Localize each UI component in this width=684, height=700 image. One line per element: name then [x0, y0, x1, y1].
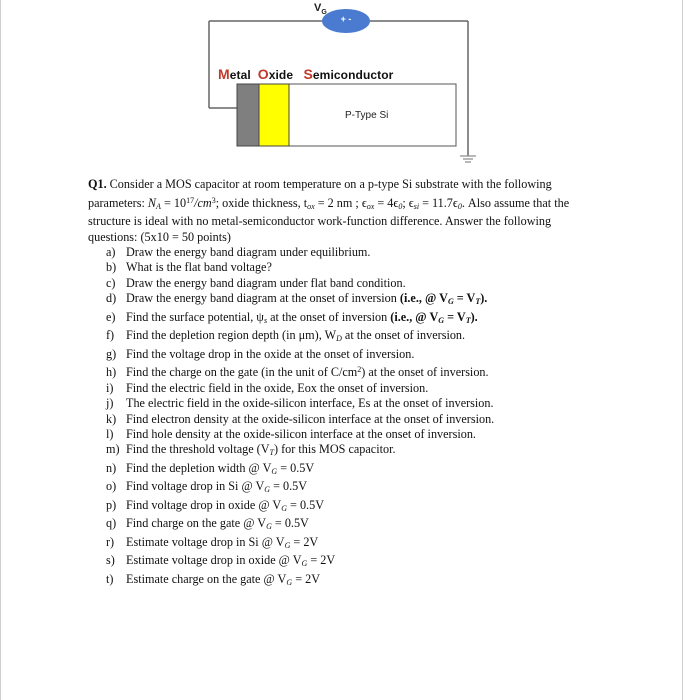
mos-diagram-svg — [0, 0, 684, 175]
list-item: o) Find voltage drop in Si @ $V_G = 0.5V$ — [106, 479, 308, 495]
list-item: l) Find hole density at the oxide-silicon interface at the onset of inversion. — [106, 426, 476, 441]
list-item: f) Find the depletion region depth (in μm), $W_D$ at the onset of inversion. — [106, 328, 466, 344]
oxide-layer — [259, 84, 289, 146]
list-item: m) Find the threshold voltage $(V_T)$ for this MOS capacitor. — [106, 442, 396, 458]
battery-polarity: + - — [340, 14, 352, 24]
list-item: g) Find the voltage drop in the oxide at the onset of inversion. — [106, 346, 415, 361]
question-intro: Q1. Consider a MOS capacitor at room temperature on a p-type Si substrate with the following parameters: $N_A = 10^{17}/cm^3$; oxide thickness, $t_{ox} = 2$ nm ; $\epsilon_{ox} = 4\epsilon_0$; $\epsilon_{si} = 11.7\epsilon_0$. Also assume that the structure is ideal with no metal-semiconductor work-function difference. Answer the following questions: (5x10 = 50 points) — [88, 177, 570, 244]
list-item: r) Estimate voltage drop in Si @ $V_G = 2V$ — [106, 534, 319, 550]
list-item: s) Estimate voltage drop in oxide @ $V_G = 2V$ — [106, 553, 336, 569]
mos-title: Metal Oxide Semiconductor — [218, 66, 394, 82]
substrate-label: P-Type Si — [345, 110, 389, 121]
list-item: k) Find electron density at the oxide-silicon interface at the onset of inversion. — [106, 411, 495, 426]
list-item: h) Find the charge on the gate (in the unit of $C/cm^2$) at the onset of inversion. — [106, 365, 489, 380]
list-item: a) Draw the energy band diagram under equilibrium. — [106, 245, 371, 259]
list-item: q) Find charge on the gate @ $V_G = 0.5V$ — [106, 516, 309, 532]
list-item: p) Find voltage drop in oxide @ $V_G = 0.5V$ — [106, 497, 325, 513]
list-item: c) Draw the energy band diagram under flat band condition. — [106, 275, 406, 290]
list-item: j) The electric field in the oxide-silicon interface, Es at the onset of inversion. — [106, 396, 494, 411]
vg-label: $V_G$ — [314, 2, 327, 17]
list-item: b) What is the flat band voltage? — [106, 260, 272, 275]
metal-layer — [237, 84, 259, 146]
question-list — [88, 245, 598, 590]
list-item: t) Estimate charge on the gate @ $V_G = 2V$ — [106, 571, 321, 587]
list-item: i) Find the electric field in the oxide, Eox the onset of inversion. — [106, 380, 429, 395]
mos-diagram — [0, 0, 684, 175]
list-item: d) Draw the energy band diagram at the onset of inversion (i.e., @ $V_G = V_T$). — [106, 291, 488, 307]
list-item: e) Find the surface potential, $\psi_s$ at the onset of inversion (i.e., @ $V_G = V_T$). — [106, 309, 478, 325]
question-block — [88, 177, 598, 590]
list-item: n) Find the depletion width @ $V_G = 0.5V$ — [106, 460, 315, 476]
